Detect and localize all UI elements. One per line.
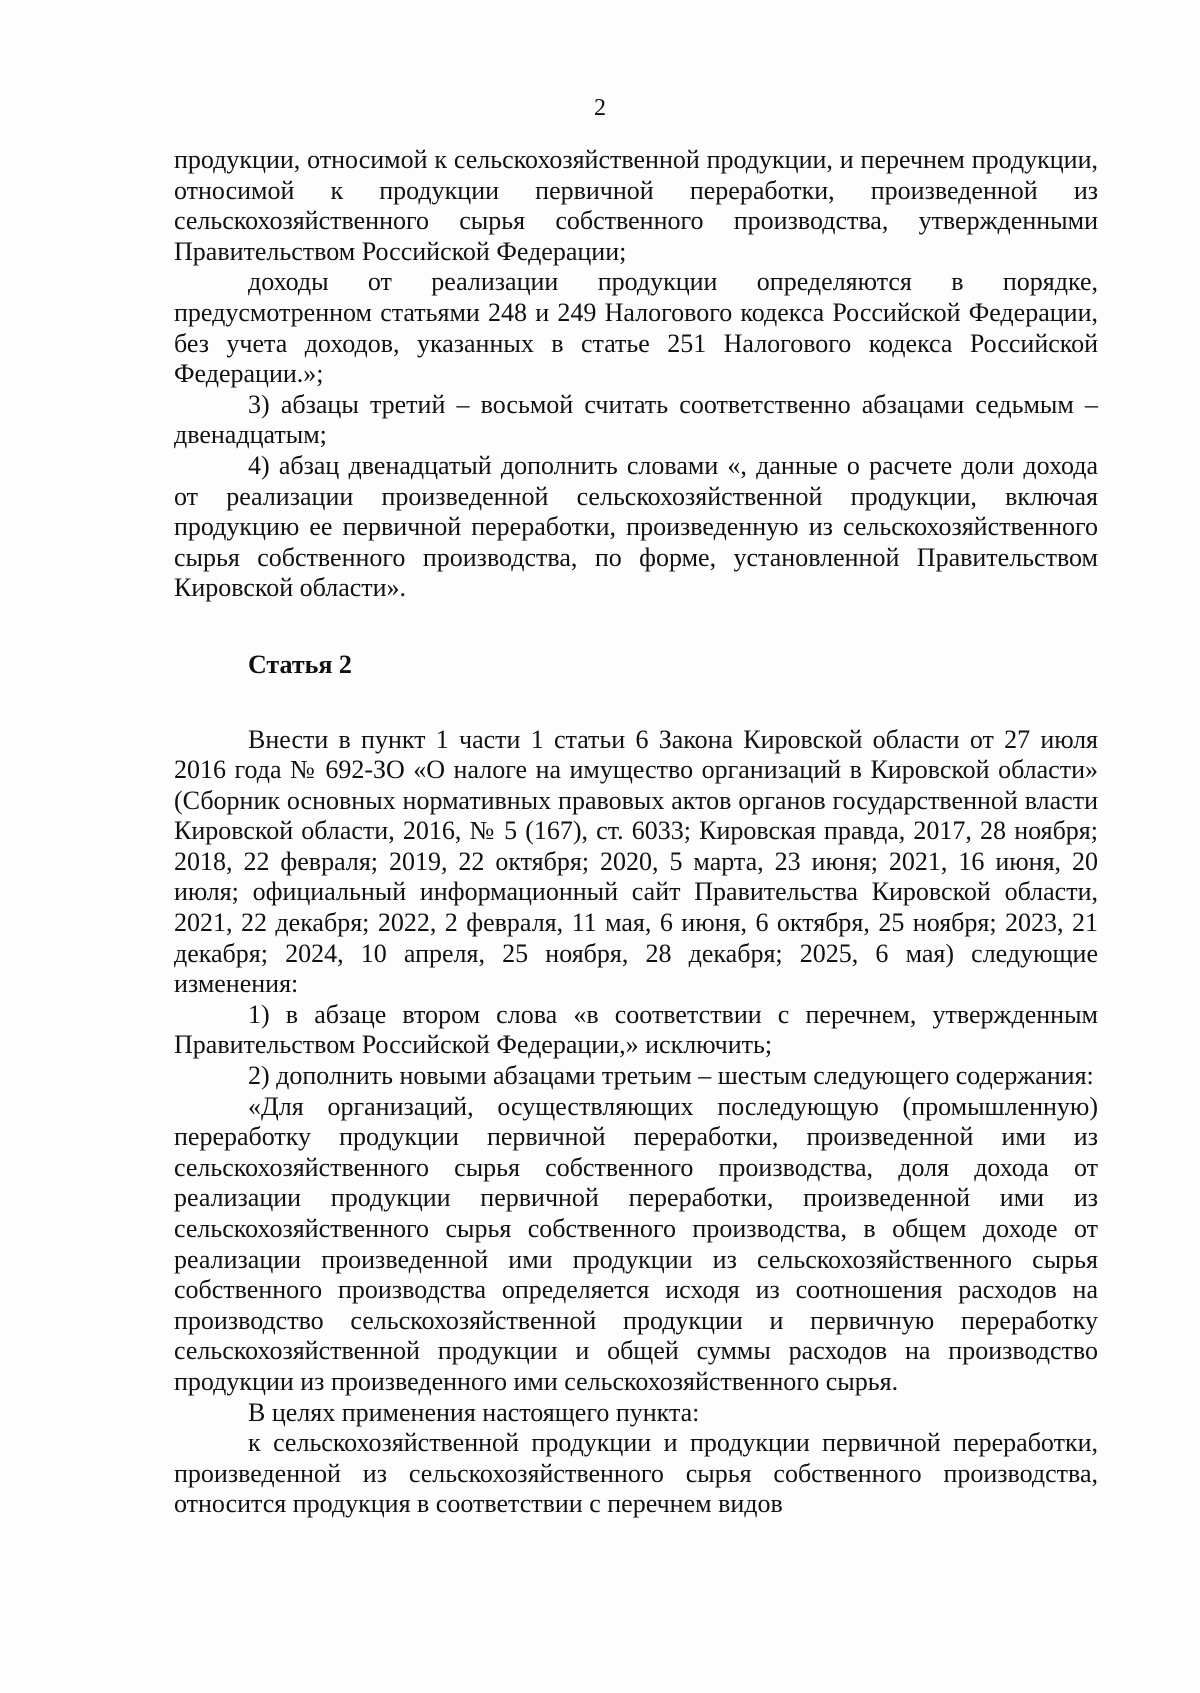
article1-paragraph-income: доходы от реализации продукции определяются в порядке, предусмотренном статьями 248 и 249 Налогового кодекса Российской Федерации, без учета доходов, указанных в статье 251 Налогового кодекса Российской Федерации.»; <box>174 267 1098 389</box>
article1-paragraph-continued: продукции, относимой к сельскохозяйственной продукции, и перечнем продукции, относимой к продукции первичной переработки, произведенной из сельскохозяйственного сырья собственного производства, утвержденными Правительством Российской Федерации; <box>174 145 1098 266</box>
article2-item-2: 2) дополнить новыми абзацами третьим – шестым следующего содержания: <box>248 1061 1094 1091</box>
article2-purpose-paragraph: В целях применения настоящего пункта: <box>248 1397 700 1427</box>
article2-quoted-paragraph: «Для организаций, осуществляющих последующую (промышленную) переработку продукции первичной переработки, произведенной ими из сельскохозяйственного сырья собственного производства, доля дохода от реализации продукции первичной переработки, произведенной ими из сельскохозяйственного сырья собственного производства, в общем доходе от реализации произведенной ими продукции из сельскохозяйственного сырья собственного производства определяется исходя из соотношения расходов на производство сельскохозяйственной продукции и первичную переработку сельскохозяйственной продукции и общей суммы расходов на производство продукции из произведенного ими сельскохозяйственного сырья. <box>174 1091 1098 1396</box>
article2-products-paragraph: к сельскохозяйственной продукции и продукции первичной переработки, произведенной из сельскохозяйственного сырья собственного производства, относится продукция в соответствии с перечнем видов <box>174 1428 1098 1519</box>
page-number: 2 <box>594 95 606 121</box>
article1-item-4: 4) абзац двенадцатый дополнить словами «, данные о расчете доли дохода от реализации произведенной сельскохозяйственной продукции, включая продукцию ее первичной переработки, произведенную из сельскохозяйственного сырья собственного производства, по форме, установленной Правительством Кировской области». <box>174 450 1098 603</box>
article-2-heading: Статья 2 <box>248 649 352 679</box>
article2-item-1: 1) в абзаце втором слова «в соответствии с перечнем, утвержденным Правительством Российской Федерации,» исключить; <box>174 999 1098 1060</box>
article2-intro-paragraph: Внести в пункт 1 части 1 статьи 6 Закона Кировской области от 27 июля 2016 года № 692-ЗО «О налоге на имущество организаций в Кировской области» (Сборник основных нормативных правовых актов органов государственной власти Кировской области, 2016, № 5 (167), ст. 6033; Кировская правда, 2017, 28 ноября; 2018, 22 февраля; 2019, 22 октября; 2020, 5 марта, 23 июня; 2021, 16 июня, 20 июля; официальный информационный сайт Правительства Кировской области, 2021, 22 декабря; 2022, 2 февраля, 11 мая, 6 июня, 6 октября, 25 ноября; 2023, 21 декабря; 2024, 10 апреля, 25 ноября, 28 декабря; 2025, 6 мая) следующие изменения: <box>174 724 1098 999</box>
document-body <box>174 145 1098 1520</box>
article1-item-3: 3) абзацы третий – восьмой считать соответственно абзацами седьмым – двенадцатым; <box>174 389 1098 450</box>
